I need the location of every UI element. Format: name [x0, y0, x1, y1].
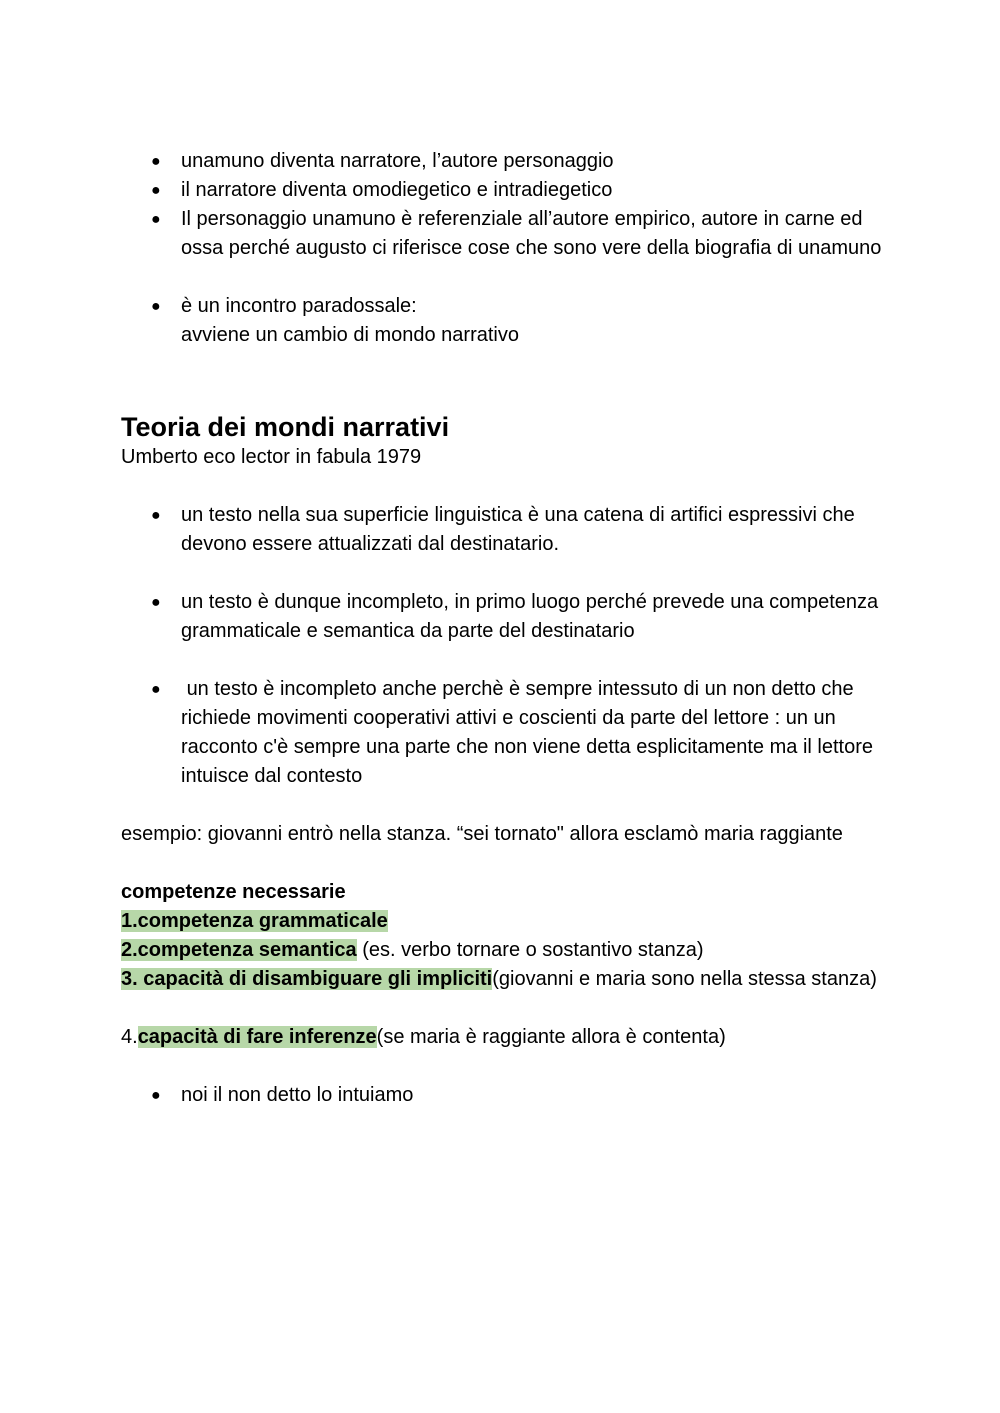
highlighted-text: 1.competenza grammaticale	[121, 910, 388, 932]
theory-bullet-list	[121, 501, 891, 559]
highlighted-text: 3. capacità di disambiguare gli impliciti	[121, 968, 493, 990]
intro-bullet-list	[121, 147, 891, 263]
competence-item: 3. capacità di disambiguare gli impliciti(giovanni e maria sono nella stessa stanza)	[121, 968, 877, 990]
list-item: ● un testo nella sua superficie linguistica è una catena di artifici espressivi che devono essere attualizzati dal destinatario.	[121, 501, 891, 559]
theory-bullet-list	[121, 588, 891, 646]
bullet-icon: ●	[151, 507, 161, 524]
list-item: ● un testo è dunque incompleto, in primo luogo perché prevede una competenza grammaticale e semantica da parte del destinatario	[121, 588, 891, 646]
bullet-icon: ●	[151, 681, 161, 698]
example-paragraph: esempio: giovanni entrò nella stanza. “sei tornato" allora esclamò maria raggiante	[121, 823, 843, 845]
list-item: ● è un incontro paradossale: avviene un cambio di mondo narrativo	[121, 292, 891, 350]
section-subtitle: Umberto eco lector in fabula 1979	[121, 446, 422, 468]
bullet-icon: ●	[151, 594, 161, 611]
competences-heading: competenze necessarie	[121, 881, 346, 903]
bullet-icon: ●	[151, 182, 161, 199]
list-item: ● un testo è incompleto anche perchè è sempre intessuto di un non detto che richiede movimenti cooperativi attivi e coscienti da parte del lettore : un un racconto c'è sempre una parte che non viene detta esplicitamente ma il lettore intuisce dal contesto	[121, 675, 891, 791]
bullet-icon: ●	[151, 1087, 161, 1104]
bullet-icon: ●	[151, 211, 161, 228]
bullet-icon: ●	[151, 298, 161, 315]
list-item: ● il narratore diventa omodiegetico e intradiegetico	[121, 176, 891, 205]
highlighted-text: capacità di fare inferenze	[137, 1026, 377, 1048]
final-bullet-list	[121, 1081, 891, 1110]
list-item: ● unamuno diventa narratore, l’autore personaggio	[121, 147, 891, 176]
paradox-bullet-list	[121, 292, 891, 350]
bullet-icon: ●	[151, 153, 161, 170]
competence-item: 4.capacità di fare inferenze(se maria è raggiante allora è contenta)	[121, 1026, 726, 1048]
competence-item	[121, 907, 891, 936]
list-item: ● Il personaggio unamuno è referenziale all’autore empirico, autore in carne ed ossa perché augusto ci riferisce cose che sono vere della biografia di unamuno	[121, 205, 891, 263]
section-title: Teoria dei mondi narrativi	[121, 412, 450, 442]
list-item: ● noi il non detto lo intuiamo	[121, 1081, 891, 1110]
document-page	[121, 147, 891, 1110]
theory-bullet-list	[121, 675, 891, 791]
highlighted-text: 2.competenza semantica	[121, 939, 357, 961]
competence-item: 2.competenza semantica (es. verbo tornare o sostantivo stanza)	[121, 939, 704, 961]
